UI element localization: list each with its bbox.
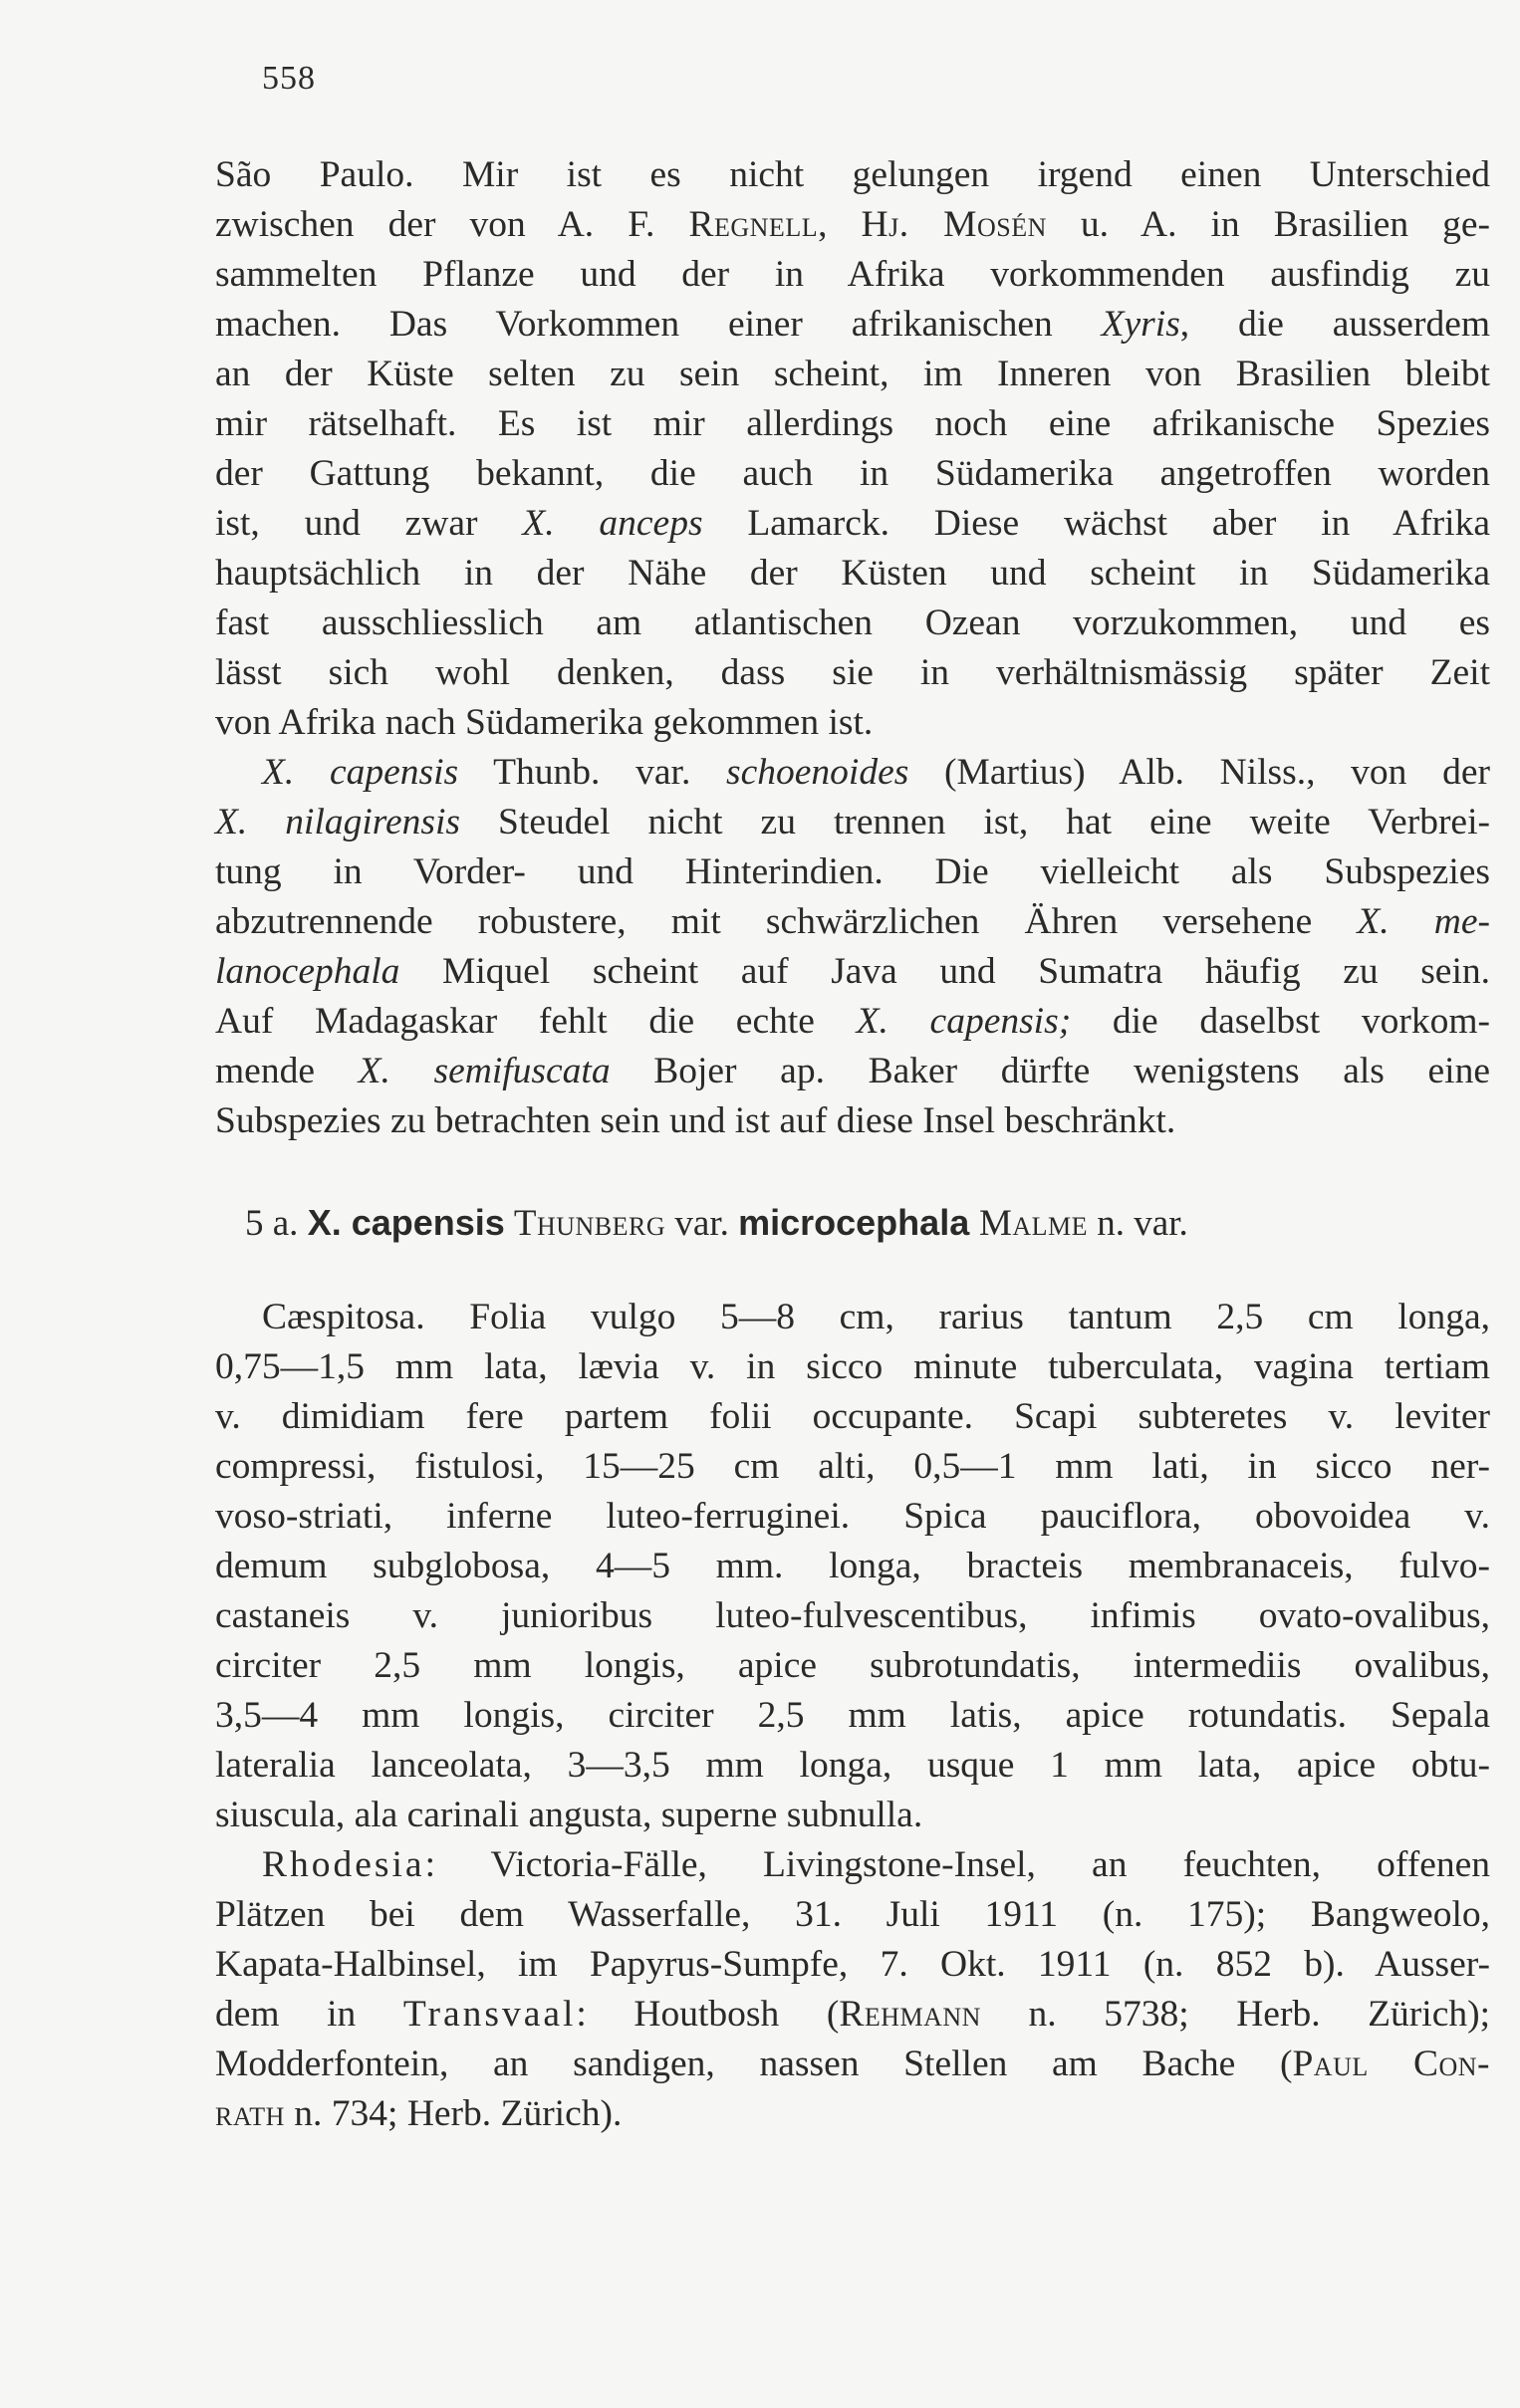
author-name: Regnell [688, 204, 819, 245]
collector-name: rath [215, 2093, 285, 2134]
text-line: São Paulo. Mir ist es nicht gelungen irgend einen Unterschied [215, 154, 1490, 195]
author-name: Thunberg [504, 1203, 666, 1244]
text-line: hauptsächlich in der Nähe der Küsten und scheint in Südamerika [215, 553, 1490, 594]
taxon-name: X. nilagirensis [215, 802, 461, 843]
text-line: machen. Das Vorkommen einer afrikanischen Xyris, die ausserdem [215, 304, 1491, 345]
text-line: Cæspitosa. Folia vulgo 5—8 cm, rarius tantum 2,5 cm longa, [262, 1297, 1490, 1337]
collector-name: Rehmann [839, 1994, 981, 2035]
text-line: rath n. 734; Herb. Zürich). [215, 2093, 623, 2134]
taxon-name: X. me- [1357, 901, 1490, 942]
taxon-name: X. capensis [262, 752, 459, 793]
text-line: dem in Transvaal: Houtbosh (Rehmann n. 5738; Herb. Zürich); [215, 1994, 1491, 2035]
text-line: abzutrennende robustere, mit schwärzlichen Ähren versehene X. me- [215, 901, 1490, 942]
text-line: Plätzen bei dem Wasserfalle, 31. Juli 1911 (n. 175); Bangweolo, [215, 1894, 1490, 1935]
taxon-name: Xyris [1101, 304, 1180, 345]
text-line: Modderfontein, an sandigen, nassen Stellen am Bache (Paul Con- [215, 2044, 1491, 2084]
text-line: Kapata-Halbinsel, im Papyrus-Sumpfe, 7. Okt. 1911 (n. 852 b). Ausser- [215, 1944, 1490, 1985]
text-line: Subspezies zu betrachten sein und ist auf diese Insel beschränkt. [215, 1100, 1176, 1141]
taxon-name: schoenoides [726, 752, 909, 793]
species-heading: 5 a. X. capensis Thunberg var. microcephala Malme n. var. [245, 1202, 1188, 1244]
text-line: X. capensis Thunb. var. schoenoides (Martius) Alb. Nilss., von der [262, 752, 1490, 793]
text-line: lässt sich wohl denken, dass sie in verhältnismässig später Zeit [215, 652, 1490, 693]
text-line: der Gattung bekannt, die auch in Südamerika angetroffen worden [215, 453, 1490, 494]
text-line: lateralia lanceolata, 3—3,5 mm longa, usque 1 mm lata, apice obtu- [215, 1745, 1490, 1786]
text-line: siuscula, ala carinali angusta, superne subnulla. [215, 1795, 923, 1835]
text-line: compressi, fistulosi, 15—25 cm alti, 0,5—1 mm lati, in sicco ner- [215, 1446, 1490, 1487]
text-line: castaneis v. junioribus luteo-fulvescentibus, infimis ovato-ovalibus, [215, 1595, 1490, 1636]
region-name: Rhodesia [262, 1844, 425, 1885]
text-line: an der Küste selten zu sein scheint, im Inneren von Brasilien bleibt [215, 354, 1490, 394]
collector-name: Paul Con- [1292, 2044, 1491, 2084]
taxon-name: X. semifuscata [358, 1051, 611, 1091]
text-line: ist, und zwar X. anceps Lamarck. Diese wächst aber in Afrika [215, 503, 1490, 544]
text-line: lanocephala Miquel scheint auf Java und Sumatra häufig zu sein. [215, 951, 1490, 992]
text-line: mende X. semifuscata Bojer ap. Baker dürfte wenigstens als eine [215, 1051, 1490, 1091]
text-line: fast ausschliesslich am atlantischen Ozean vorzukommen, und es [215, 602, 1490, 643]
text-line: X. nilagirensis Steudel nicht zu trennen ist, hat eine weite Verbrei- [215, 802, 1490, 843]
text-line: mir rätselhaft. Es ist mir allerdings noch eine afrikanische Spezies [215, 403, 1490, 444]
text-line: v. dimidiam fere partem folii occupante. Scapi subteretes v. leviter [215, 1396, 1490, 1437]
text-line: Rhodesia: Victoria-Fälle, Livingstone-Insel, an feuchten, offenen [262, 1844, 1490, 1885]
text-line: sammelten Pflanze und der in Afrika vorkommenden ausfindig zu [215, 254, 1490, 295]
variety-name: microcephala [738, 1202, 970, 1243]
author-name: Malme [969, 1203, 1089, 1244]
region-name: Transvaal [402, 1994, 577, 2035]
text-line: voso-striati, inferne luteo-ferruginei. Spica pauciflora, obovoidea v. [215, 1496, 1490, 1537]
text-line: circiter 2,5 mm longis, apice subrotundatis, intermediis ovalibus, [215, 1645, 1490, 1686]
text-line: zwischen der von A. F. Regnell, Hj. Mosén u. A. in Brasilien ge- [215, 204, 1491, 245]
page-number: 558 [262, 60, 316, 97]
text-line: tung in Vorder- und Hinterindien. Die vielleicht als Subspezies [215, 851, 1490, 892]
text-line: demum subglobosa, 4—5 mm. longa, bracteis membranaceis, fulvo- [215, 1546, 1490, 1586]
taxon-name: X. anceps [522, 503, 703, 544]
taxon-name: lanocephala [215, 951, 400, 992]
text-line: von Afrika nach Südamerika gekommen ist. [215, 702, 874, 743]
text-line: 0,75—1,5 mm lata, lævia v. in sicco minute tuberculata, vagina tertiam [215, 1346, 1490, 1387]
taxon-name: X. capensis; [856, 1001, 1072, 1042]
text-line: Auf Madagaskar fehlt die echte X. capensis; die daselbst vorkom- [215, 1001, 1490, 1042]
text-line: 3,5—4 mm longis, circiter 2,5 mm latis, apice rotundatis. Sepala [215, 1695, 1490, 1736]
taxon-name: X. capensis [307, 1202, 505, 1243]
author-name: Hj. Mosén [861, 204, 1047, 245]
